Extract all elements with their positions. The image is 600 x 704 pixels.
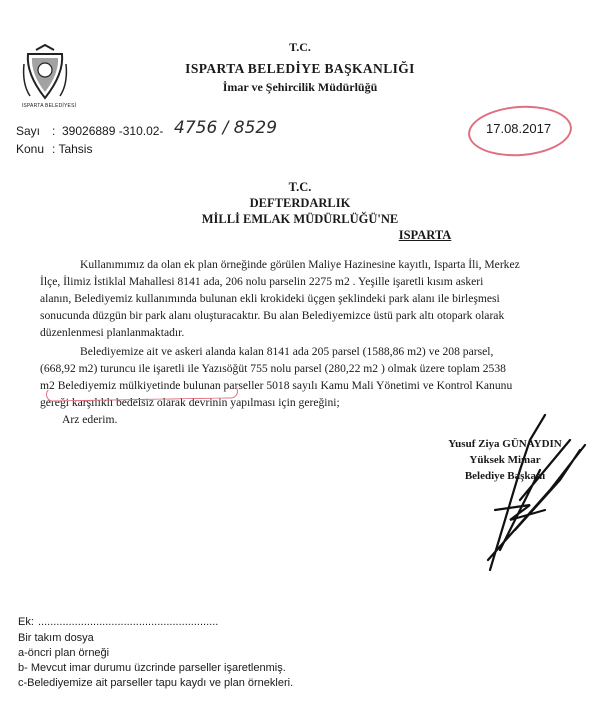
body-line: İlçe, İlimiz İstiklal Mahallesi 8141 ada, 206 nolu parselin 2275 m2 . Yeşille işaretli kısım askeri [40,275,484,288]
body-line: düzenlenmesi planlanmaktadır. [40,326,185,339]
sayi-handwritten-number: 4756 / 8529 [174,118,278,138]
konu-value: : Tahsis [52,142,93,156]
attachment-line: a-öncri plan örneği [18,647,110,659]
konu-label: Konu [16,142,45,156]
attachment-line: b- Mevcut imar durumu üzcrinde parseller işaretlenmiş. [18,662,286,674]
body-line: (668,92 m2) turuncu ile işaretli ile Yazısöğüt 755 nolu parsel (280,22 m2 ) olmak üzere toplam 2538 [40,362,506,375]
header-tc: T.C. [289,40,311,54]
sayi-value: 39026889 -310.02- [62,124,164,138]
body-line: alanın, Belediyemiz kullanımında bulunan ekli krokideki üçgen şeklindeki park alanı ile birleşmesi [40,292,500,305]
attachment-line: Bir takım dosya [18,632,94,644]
signature-scribble [370,410,590,580]
ek-label: Ek: [18,616,34,628]
address-department: MİLLİ EMLAK MÜDÜRLÜĞÜ'NE [201,212,399,226]
body-line: Belediyemize ait ve askeri alanda kalan 8141 ada 205 parsel (1588,86 m2) ve 208 parsel, [80,345,494,358]
body-line: gereği karşılıklı bedelsiz olarak devrinin yapılması için gereğini; [40,396,340,409]
address-tc: T.C. [288,180,312,194]
municipality-logo [22,44,68,106]
body-line: Kullanımımız da olan ek plan örneğinde görülen Maliye Hazinesine kayıtlı, Isparta İli, Merkez [80,258,520,271]
closing-line: Arz ederim. [62,413,118,426]
sayi-label: Sayı [16,124,41,138]
ek-dots: ........................................................... [38,616,219,628]
address-defterdarlik: DEFTERDARLIK [249,196,351,210]
header-institution: ISPARTA BELEDİYE BAŞKANLIĞI [185,61,415,76]
body-line: sonucunda düzgün bir park alanı oluşturacaktır. Bu alan Belediyemizce üstü park altı otopark olarak [40,309,505,322]
signer-title: Yüksek Mimar [469,454,541,466]
header-department: İmar ve Şehircilik Müdürlüğü [222,80,378,94]
address-city: ISPARTA [398,228,452,242]
body-line: m2 Belediyemiz mülkiyetinde bulunan parseller 5018 sayılı Kamu Mali Yönetimi ve Kontrol Kanunu [40,379,513,392]
document-date: 17.08.2017 [486,121,552,136]
sayi-separator: : [52,124,56,138]
signer-position: Belediye Başkanı [464,470,546,482]
attachment-line: c-Belediyemize ait parseller tapu kaydı ve plan örnekleri. [18,677,294,689]
logo-caption: ISPARTA BELEDİYESİ [21,103,77,109]
signer-name: Yusuf Ziya GÜNAYDIN [448,438,562,450]
